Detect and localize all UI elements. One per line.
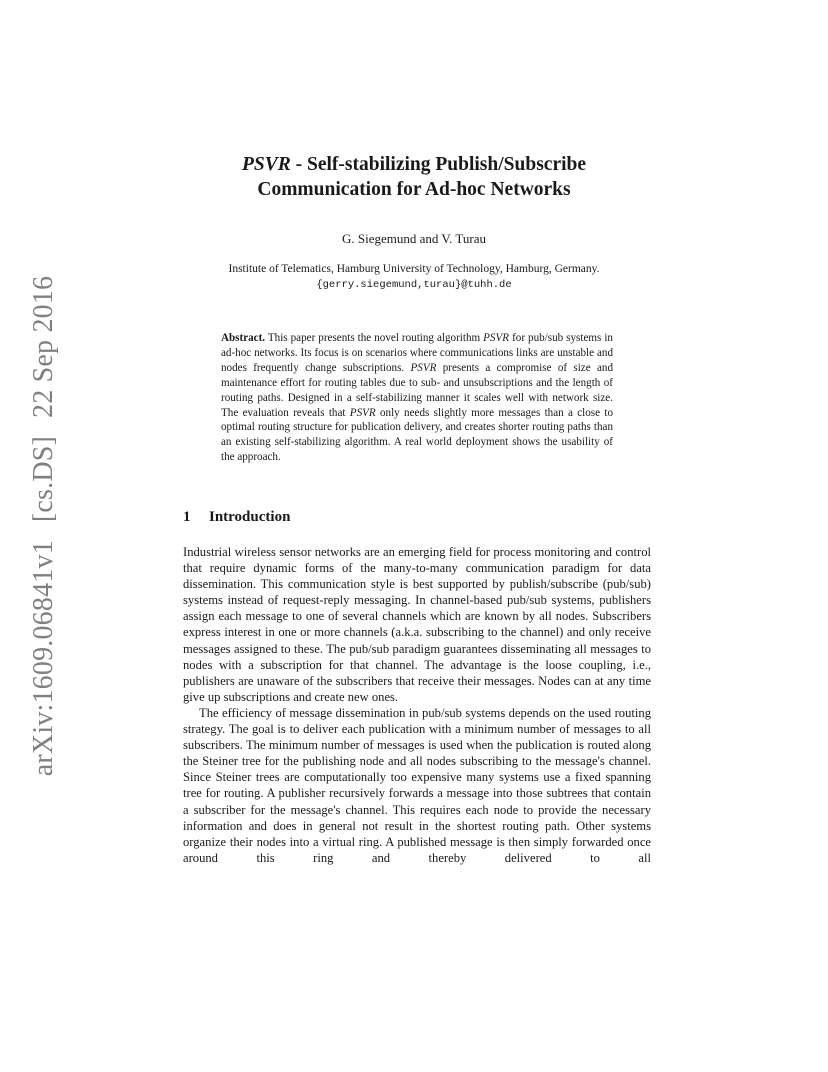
arxiv-date: 22 Sep 2016	[28, 275, 59, 418]
title-line-1-rest: - Self-stabilizing Publish/Subscribe	[290, 154, 587, 175]
abstract-text-4: only needs slightly more messages than a close to optimal routing structure for publication delivery, and creates shorter routing paths than an existing self-stabilizing algorithm. A real world deployment shows the usability of the approach.	[221, 406, 613, 464]
abstract-acronym-1: PSVR	[483, 332, 510, 344]
title-line-1	[0, 152, 828, 177]
abstract-text-2: for pub/sub systems in ad-hoc networks. Its focus is on scenarios where communications links are unstable and nodes frequently change subscriptions.	[221, 332, 613, 374]
abstract-label: Abstract.	[221, 332, 266, 344]
affiliation	[0, 261, 828, 293]
abstract	[221, 331, 613, 465]
title-line-2: Communication for Ad-hoc Networks	[257, 179, 571, 200]
paper-title	[0, 152, 828, 202]
title-acronym: PSVR	[241, 154, 291, 175]
arxiv-id: arXiv:1609.06841v1	[28, 540, 59, 777]
arxiv-category: [cs.DS]	[28, 435, 59, 523]
abstract-text-1: This paper presents the novel routing algorithm	[265, 332, 484, 344]
author-email: {gerry.siegemund,turau}@tuhh.de	[316, 279, 512, 291]
body-text	[183, 544, 651, 866]
paragraph-2: The efficiency of message dissemination in pub/sub systems depends on the used routing strategy. The goal is to deliver each publication with a minimum number of messages to all subscribers. The minimum number of messages is used when the publication is routed along the Steiner tree for the publishing node and all nodes subscribing to the message's channel. Since Steiner trees are computationally too expensive many systems use a fixed spanning tree for routing. A publisher recursively forwards a message into those subtrees that contain a subscriber for the message's channel. This requires each node to provide the necessary information and does in general not result in the shortest routing path. Other systems organize their nodes into a virtual ring. A published message is then simply forwarded once around this ring and thereby delivered to all	[183, 705, 651, 865]
paragraph-1: Industrial wireless sensor networks are an emerging field for process monitoring and control that require dynamic forms of the many-to-many communication paradigm for data dissemination. This communication style is best supported by publish/subscribe (pub/sub) systems instead of request-reply messaging. In channel-based pub/sub systems, publishers assign each message to one of several channels which are known by all nodes. Subscribers express interest in one or more channels (a.k.a. subscribing to the channel) and only receive messages assigned to these. The pub/sub paradigm guarantees disseminating all messages to nodes with a subscription for that channel. The advantage is the loose coupling, i.e., publishers are unaware of the subscribers that receive their messages. Nodes can at any time give up subscriptions and create new ones.	[183, 545, 651, 704]
abstract-text-3: presents a compromise of size and maintenance effort for routing tables due to sub- and unsubscriptions and the length of routing paths. Designed in a self-stabilizing manner it scales well with network size. The evaluation reveals that	[221, 361, 613, 419]
abstract-acronym-3: PSVR	[349, 406, 376, 419]
arxiv-side-stamp	[28, 276, 60, 777]
abstract-acronym-2: PSVR	[410, 361, 437, 374]
section-heading	[183, 509, 290, 526]
section-title: Introduction	[209, 509, 291, 525]
section-number: 1	[183, 509, 191, 525]
institute: Institute of Telematics, Hamburg University of Technology, Hamburg, Germany.	[228, 263, 600, 275]
authors: G. Siegemund and V. Turau	[342, 231, 486, 246]
